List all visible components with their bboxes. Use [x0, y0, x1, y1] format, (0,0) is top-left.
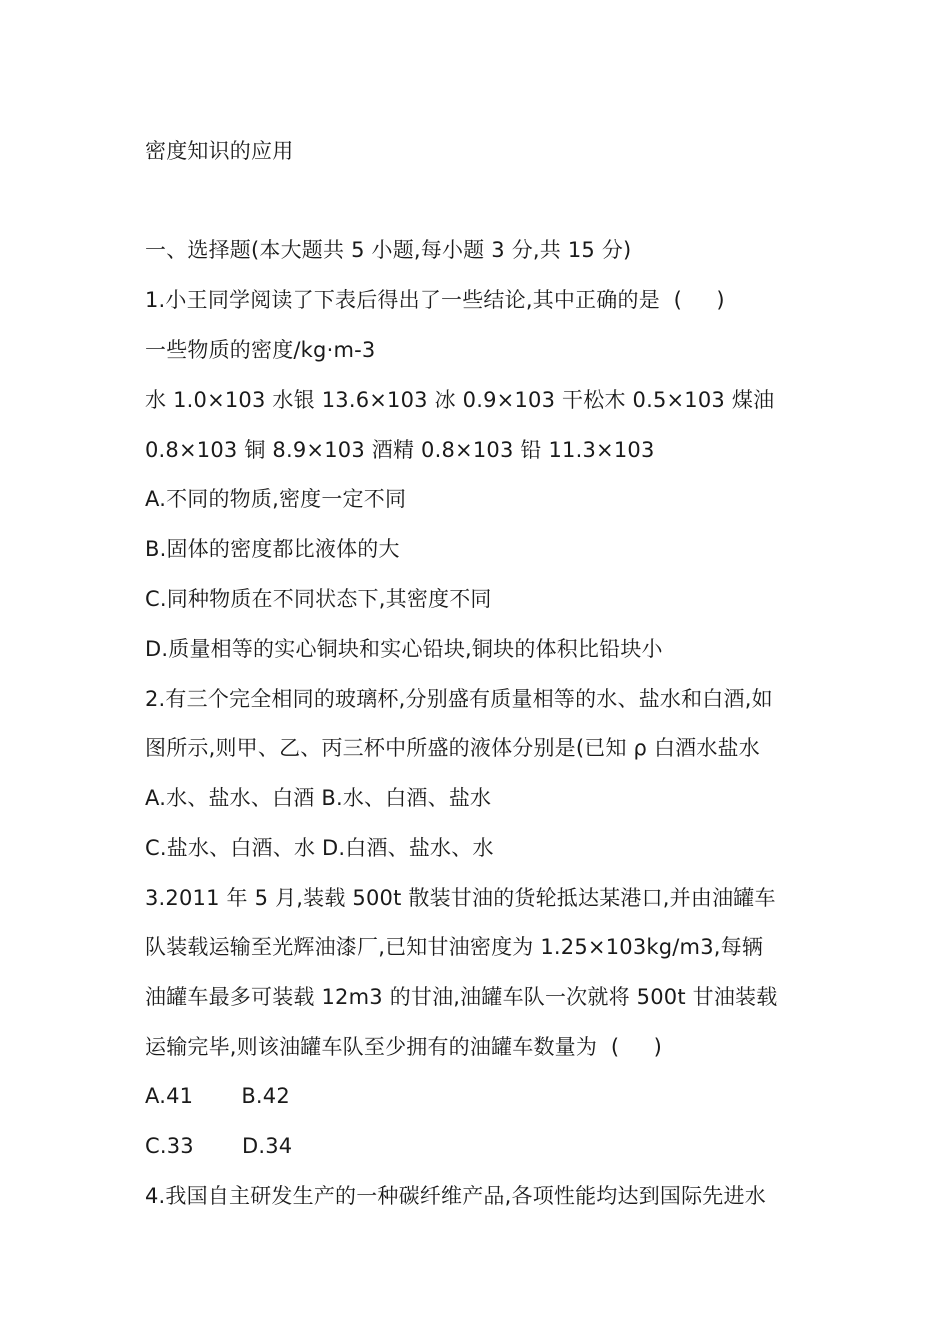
question-3-options-cd: C.33 D.34 [145, 1134, 293, 1158]
question-3-options-ab: A.41 B.42 [145, 1084, 290, 1108]
question-1-stem: 1.小王同学阅读了下表后得出了一些结论,其中正确的是 ( ) [145, 288, 725, 312]
question-2-options-cd: C.盐水、白酒、水 D.白酒、盐水、水 [145, 836, 494, 860]
question-3-stem-line-1: 3.2011 年 5 月,装载 500t 散装甘油的货轮抵达某港口,并由油罐车 [145, 886, 776, 910]
density-table-caption: 一些物质的密度/kg·m-3 [145, 338, 376, 362]
question-1-option-a: A.不同的物质,密度一定不同 [145, 487, 407, 511]
question-3-stem-line-4: 运输完毕,则该油罐车队至少拥有的油罐车数量为 ( ) [145, 1035, 662, 1059]
question-3-stem-line-3: 油罐车最多可装载 12m3 的甘油,油罐车队一次就将 500t 甘油装载 [145, 985, 778, 1009]
question-3-stem-line-2: 队装载运输至光辉油漆厂,已知甘油密度为 1.25×103kg/m3,每辆 [145, 935, 764, 959]
question-1-option-d: D.质量相等的实心铜块和实心铅块,铜块的体积比铅块小 [145, 637, 663, 661]
section-heading: 一、选择题(本大题共 5 小题,每小题 3 分,共 15 分) [145, 238, 632, 262]
document-title: 密度知识的应用 [145, 139, 294, 163]
density-table-row-2: 0.8×103 铜 8.9×103 酒精 0.8×103 铅 11.3×103 [145, 438, 655, 462]
question-1-option-b: B.固体的密度都比液体的大 [145, 537, 400, 561]
question-2-stem-line-1: 2.有三个完全相同的玻璃杯,分别盛有质量相等的水、盐水和白酒,如 [145, 687, 773, 711]
question-2-stem-line-2: 图所示,则甲、乙、丙三杯中所盛的液体分别是(已知 ρ 白酒水盐水 [145, 736, 760, 760]
question-4-stem-line-1: 4.我国自主研发生产的一种碳纤维产品,各项性能均达到国际先进水 [145, 1184, 766, 1208]
density-table-row-1: 水 1.0×103 水银 13.6×103 冰 0.9×103 干松木 0.5×103 煤油 [145, 388, 775, 412]
question-2-options-ab: A.水、盐水、白酒 B.水、白酒、盐水 [145, 786, 492, 810]
question-1-option-c: C.同种物质在不同状态下,其密度不同 [145, 587, 492, 611]
